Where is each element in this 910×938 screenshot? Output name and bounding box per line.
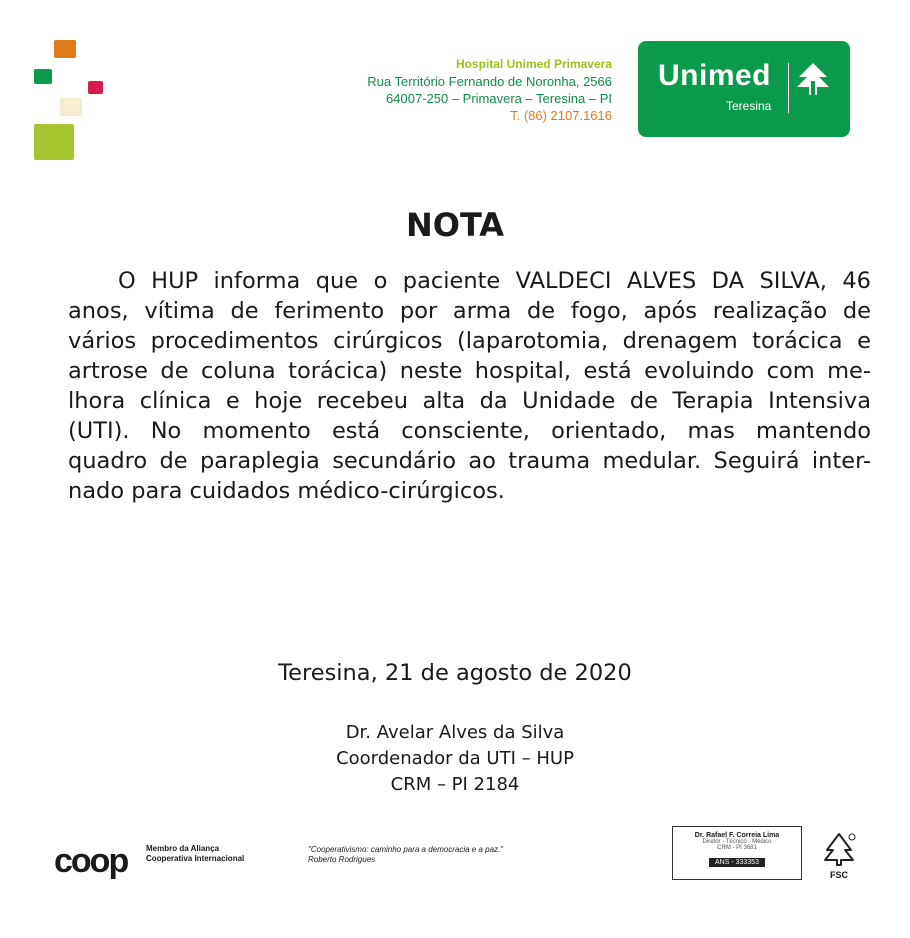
hospital-address-block <box>367 56 612 124</box>
signer-role: Coordenador da UTI – HUP <box>336 748 574 769</box>
deco-square-cream <box>60 98 82 116</box>
deco-square-green <box>34 69 52 84</box>
stamp-name: Dr. Rafael F. Correia Lima <box>694 832 780 839</box>
body-line: lhora clínica e hoje recebeu alta da Unidade de Terapia Intensiva <box>68 388 871 414</box>
body-line: O HUP informa que o paciente VALDECI ALVES DA SILVA, 46 <box>118 268 871 294</box>
address-line-2: 64007-250 – Primavera – Teresina – PI <box>386 91 612 106</box>
fsc-logo <box>818 832 860 882</box>
coop-line-2: Cooperativa Internacional <box>146 854 245 863</box>
page-title: NOTA <box>405 206 505 244</box>
quote-author: Roberto Rodrigues <box>308 855 376 864</box>
body-line: (UTI). No momento está consciente, orientado, mas mantendo <box>68 418 871 444</box>
logo-word: Unimed <box>658 59 772 92</box>
signer-crm: CRM – PI 2184 <box>390 774 520 795</box>
director-stamp <box>672 826 802 880</box>
deco-square-pink <box>88 81 103 94</box>
logo-city: Teresina <box>726 99 772 113</box>
pine-tree-icon <box>793 61 833 101</box>
signature-block <box>0 720 910 798</box>
deco-square-lime <box>34 124 74 160</box>
fsc-label: FSC <box>830 870 848 880</box>
body-line: anos, vítima de ferimento por arma de fogo, após realização de <box>68 298 871 324</box>
coop-logo: coop <box>54 842 128 880</box>
coop-membership-text <box>146 844 244 864</box>
unimed-logo <box>638 41 850 137</box>
signer-name: Dr. Avelar Alves da Silva <box>345 722 565 743</box>
stamp-crm: CRM - PI 3681 <box>717 845 757 851</box>
logo-divider <box>788 63 789 113</box>
body-line: artrose de coluna torácica) neste hospital, está evoluindo com me- <box>68 358 871 384</box>
coop-line-1: Membro da Aliança <box>146 844 220 853</box>
address-line-1: Rua Território Fernando de Noronha, 2566 <box>367 74 612 89</box>
stamp-ans: ANS - 333353 <box>709 858 765 867</box>
fsc-tree-icon <box>821 832 857 866</box>
stamp-title: Diretor - Técnico - Médico <box>702 839 772 845</box>
document-date: Teresina, 21 de agosto de 2020 <box>278 660 632 686</box>
hospital-name: Hospital Unimed Primavera <box>455 57 612 71</box>
footer-quote <box>308 845 503 865</box>
deco-square-orange <box>54 40 76 58</box>
note-body <box>68 266 871 506</box>
body-line: vários procedimentos cirúrgicos (laparotomia, drenagem torácica e <box>68 328 871 354</box>
body-line: nado para cuidados médico-cirúrgicos. <box>68 478 505 504</box>
quote-text: "Cooperativismo: caminho para a democracia e a paz." <box>308 845 504 854</box>
body-line: quadro de paraplegia secundário ao trauma medular. Seguirá inter- <box>68 448 871 474</box>
phone-number: T. (86) 2107.1616 <box>510 108 612 123</box>
